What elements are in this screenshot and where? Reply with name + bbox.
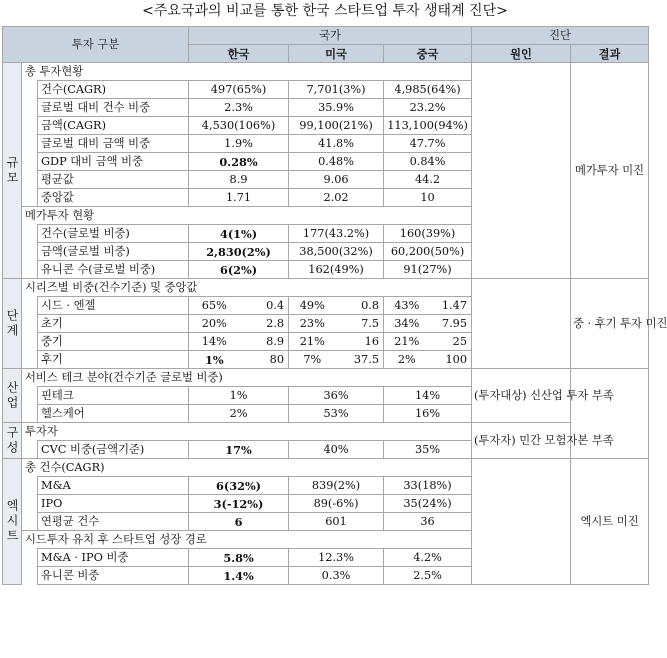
usa-value: 839(2%) [289,477,384,495]
indent-cell [22,117,38,135]
exit-section-row [3,459,649,477]
china-value: 14% [384,387,472,405]
section-title: 시드투자 유치 후 스타트업 성장 경로 [22,531,472,549]
china-value: 33(18%) [384,477,472,495]
row-label: 글로벌 대비 금액 비중 [38,135,189,153]
china-value: 91(27%) [384,261,472,279]
indent-cell [22,261,38,279]
indent-cell [22,81,38,99]
usa-value: 0.48% [289,153,384,171]
usa-value: 177(43.2%) [289,225,384,243]
usa-share: 23% [289,315,336,333]
row-label: 글로벌 대비 건수 비중 [38,99,189,117]
group-label-structure: 구성 [3,423,22,459]
korea-share: 65% [189,297,240,315]
usa-value: 0.3% [289,567,384,585]
usa-value: 12.3% [289,549,384,567]
korea-value: 1.71 [189,189,289,207]
indent-cell [22,495,38,513]
china-value: 4.2% [384,549,472,567]
korea-value: 1.9% [189,135,289,153]
korea-median: 8.9 [240,333,289,351]
korea-share: 14% [189,333,240,351]
header-usa: 미국 [289,45,384,63]
indent-cell [22,387,38,405]
row-label: 건수(CAGR) [38,81,189,99]
indent-cell [22,549,38,567]
row-label: 연평균 건수 [38,513,189,531]
indent-cell [22,171,38,189]
china-value: 23.2% [384,99,472,117]
row-label: 시드 · 엔젤 [38,297,189,315]
china-share: 43% [384,297,430,315]
row-label: 평균값 [38,171,189,189]
indent-cell [22,225,38,243]
china-median: 1.47 [430,297,472,315]
indent-cell [22,477,38,495]
indent-cell [22,153,38,171]
indent-cell [22,135,38,153]
china-share: 34% [384,315,430,333]
group-label-industry: 산업 [3,369,22,423]
usa-value: 38,500(32%) [289,243,384,261]
row-label: M&A [38,477,189,495]
indent-cell [22,315,38,333]
usa-value: 2.02 [289,189,384,207]
usa-value: 53% [289,405,384,423]
korea-value: 2% [189,405,289,423]
row-label: GDP 대비 금액 비중 [38,153,189,171]
indent-cell [22,351,38,369]
cause-scale [472,63,571,279]
korea-share: 20% [189,315,240,333]
china-value: 35% [384,441,472,459]
row-label: IPO [38,495,189,513]
indent-cell [22,189,38,207]
usa-median: 37.5 [336,351,384,369]
diagnosis-table [2,26,667,585]
group-label-scale: 규모 [3,63,22,279]
usa-share: 7% [289,351,336,369]
header-china: 중국 [384,45,472,63]
indent-cell [22,513,38,531]
china-value: 0.84% [384,153,472,171]
header-korea: 한국 [189,45,289,63]
usa-value: 40% [289,441,384,459]
korea-value: 3(-12%) [189,495,289,513]
korea-value: 5.8% [189,549,289,567]
indent-cell [22,243,38,261]
korea-value: 2.3% [189,99,289,117]
korea-value: 17% [189,441,289,459]
korea-value: 8.9 [189,171,289,189]
header-result: 결과 [571,45,649,63]
row-label: 중기 [38,333,189,351]
korea-value: 6(32%) [189,477,289,495]
result-scale: 메가투자 미진 [571,63,649,279]
china-value: 2.5% [384,567,472,585]
korea-value: 6(2%) [189,261,289,279]
row-label: 후기 [38,351,189,369]
china-value: 16% [384,405,472,423]
header-country: 국가 [189,27,472,45]
korea-value: 1.4% [189,567,289,585]
page-title: <주요국과의 비교를 통한 한국 스타트업 투자 생태계 진단> [142,3,508,19]
china-value: 44.2 [384,171,472,189]
usa-value: 35.9% [289,99,384,117]
korea-value: 4,530(106%) [189,117,289,135]
korea-value: 4(1%) [189,225,289,243]
group-label-exit: 엑시트 [3,459,22,585]
usa-value: 99,100(21%) [289,117,384,135]
result-stage: 중 · 후기 투자 미진 [571,279,649,369]
cause-stage [472,279,571,369]
china-median: 25 [430,333,472,351]
cause-industry: (투자대상) 신산업 투자 부족 [472,369,571,423]
row-label: 유니콘 수(글로벌 비중) [38,261,189,279]
row-label: 유니콘 비중 [38,567,189,585]
korea-median: 80 [240,351,289,369]
usa-value: 41.8% [289,135,384,153]
china-share: 21% [384,333,430,351]
usa-value: 601 [289,513,384,531]
row-label: M&A · IPO 비중 [38,549,189,567]
china-value: 47.7% [384,135,472,153]
section-title: 서비스 테크 분야(건수기준 글로벌 비중) [22,369,472,387]
usa-value: 7,701(3%) [289,81,384,99]
structure-section-row [3,423,649,441]
korea-value: 497(65%) [189,81,289,99]
indent-cell [22,405,38,423]
usa-share: 49% [289,297,336,315]
korea-value: 0.28% [189,153,289,171]
usa-median: 16 [336,333,384,351]
cause-structure: (투자자) 민간 모험자본 부족 [472,423,571,459]
section-title: 총 투자현황 [22,63,472,81]
china-value: 4,985(64%) [384,81,472,99]
china-value: 113,100(94%) [384,117,472,135]
indent-cell [22,99,38,117]
china-share: 2% [384,351,430,369]
korea-value: 1% [189,387,289,405]
industry-section-row [3,369,649,387]
china-value: 36 [384,513,472,531]
usa-median: 7.5 [336,315,384,333]
header-cause: 원인 [472,45,571,63]
row-label: 금액(CAGR) [38,117,189,135]
china-median: 7.95 [430,315,472,333]
korea-value: 2,830(2%) [189,243,289,261]
usa-value: 9.06 [289,171,384,189]
row-label: 중앙값 [38,189,189,207]
korea-median: 0.4 [240,297,289,315]
row-label: 초기 [38,315,189,333]
indent-cell [22,333,38,351]
usa-median: 0.8 [336,297,384,315]
row-label: 건수(글로벌 비중) [38,225,189,243]
usa-value: 89(-6%) [289,495,384,513]
korea-share: 1% [189,351,240,369]
section-title: 총 건수(CAGR) [22,459,472,477]
indent-cell [22,297,38,315]
usa-share: 21% [289,333,336,351]
china-value: 60,200(50%) [384,243,472,261]
result-exit: 엑시트 미진 [571,459,649,585]
row-label: CVC 비중(금액기준) [38,441,189,459]
section-title: 투자자 [22,423,472,441]
indent-cell [22,441,38,459]
row-label: 핀테크 [38,387,189,405]
usa-value: 162(49%) [289,261,384,279]
stage-section-row [3,279,649,297]
header-invest-type: 투자 구분 [3,27,189,63]
header-diagnosis: 진단 [472,27,649,45]
china-value: 35(24%) [384,495,472,513]
korea-median: 2.8 [240,315,289,333]
china-value: 160(39%) [384,225,472,243]
row-label: 금액(글로벌 비중) [38,243,189,261]
china-median: 100 [430,351,472,369]
korea-value: 6 [189,513,289,531]
scale-section-row [3,63,649,81]
china-value: 10 [384,189,472,207]
indent-cell [22,567,38,585]
cause-exit [472,459,571,585]
usa-value: 36% [289,387,384,405]
group-label-stage: 단계 [3,279,22,369]
row-label: 헬스케어 [38,405,189,423]
section-title: 시리즈별 비중(건수기준) 및 중앙값 [22,279,472,297]
section-title: 메가투자 현황 [22,207,472,225]
